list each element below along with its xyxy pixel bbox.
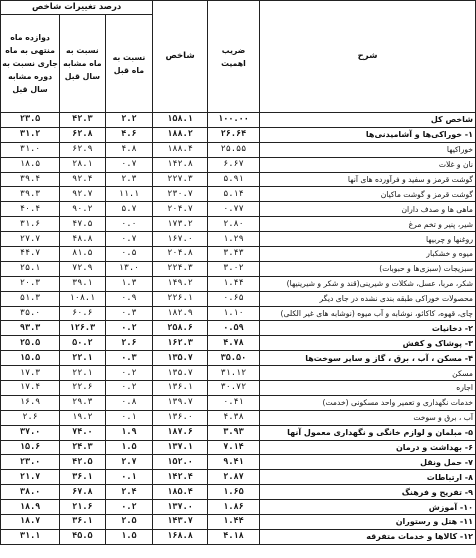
table-row: [1, 321, 476, 336]
row-index: ۱۴۲.۴: [153, 470, 208, 485]
row-yoy-change: ۳۹.۱: [60, 276, 105, 291]
row-yoy-change: ۱۲۶.۳: [60, 321, 105, 336]
row-twelve-month-change: ۳۹.۴: [1, 172, 60, 187]
row-weight: ۳.۴۳: [207, 247, 259, 262]
row-yoy-change: ۲۲.۶: [60, 381, 105, 396]
row-index: ۱۶۲.۳: [153, 336, 208, 351]
row-yoy-change: ۴۸.۸: [60, 232, 105, 247]
row-yoy-change: ۲۹.۳: [60, 395, 105, 410]
row-description: مسکن: [260, 366, 476, 381]
table-row: [1, 395, 476, 410]
table-row: [1, 381, 476, 396]
row-description: ۲- دخانیات: [260, 321, 476, 336]
row-weight: ۰.۶۵: [207, 291, 259, 306]
row-yoy-change: ۱۰۸.۱: [60, 291, 105, 306]
row-index: ۱۳۹.۷: [153, 395, 208, 410]
row-index: ۲۳۰.۷: [153, 187, 208, 202]
row-monthly-change: ۲.۲: [105, 113, 153, 128]
row-description: میوه و خشکبار: [260, 247, 476, 262]
row-weight: ۳.۹۳: [207, 425, 259, 440]
row-index: ۲۰۴.۸: [153, 247, 208, 262]
row-monthly-change: ۰.۱: [105, 410, 153, 425]
table-row: [1, 529, 476, 544]
row-description: ۷- حمل ونقل: [260, 455, 476, 470]
row-yoy-change: ۲۲.۱: [60, 351, 105, 366]
row-twelve-month-change: ۲۵.۱: [1, 261, 60, 276]
row-description: ۳- پوشاک و کفش: [260, 336, 476, 351]
row-yoy-change: ۳۶.۱: [60, 470, 105, 485]
row-weight: ۱.۴۴: [207, 515, 259, 530]
row-description: ۵- مبلمان و لوازم خانگی و نگهداری معمول آنها: [260, 425, 476, 440]
row-monthly-change: ۱.۹: [105, 425, 153, 440]
row-twelve-month-change: ۳۹.۳: [1, 187, 60, 202]
row-twelve-month-change: ۳۸.۰: [1, 485, 60, 500]
row-index: ۲۲۴.۳: [153, 261, 208, 276]
row-description: گوشت قرمز و گوشت ماکیان: [260, 187, 476, 202]
row-twelve-month-change: ۱۸.۹: [1, 500, 60, 515]
row-description: ۱۰- آموزش: [260, 500, 476, 515]
row-monthly-change: ۰.۳: [105, 351, 153, 366]
table-row: [1, 336, 476, 351]
row-monthly-change: ۰.۲: [105, 321, 153, 336]
row-monthly-change: ۱۱.۱: [105, 187, 153, 202]
table-row: [1, 440, 476, 455]
row-description: ۱- خوراکی‌ها و آشامیدنی‌ها: [260, 127, 476, 142]
row-twelve-month-change: ۱۸.۵: [1, 157, 60, 172]
row-twelve-month-change: ۲۷.۷: [1, 232, 60, 247]
row-weight: ۲۶.۶۴: [207, 127, 259, 142]
table-row: [1, 202, 476, 217]
row-yoy-change: ۷۲.۹: [60, 261, 105, 276]
header-description: شرح: [260, 1, 476, 113]
row-description: خوراکیها: [260, 142, 476, 157]
row-twelve-month-change: ۱۸.۷: [1, 515, 60, 530]
table-row: [1, 425, 476, 440]
row-weight: ۹.۴۱: [207, 455, 259, 470]
row-yoy-change: ۱۹.۲: [60, 410, 105, 425]
row-yoy-change: ۷۴.۰: [60, 425, 105, 440]
row-monthly-change: ۱.۳: [105, 276, 153, 291]
row-weight: ۰.۴۱: [207, 395, 259, 410]
table-row: [1, 261, 476, 276]
row-index: ۱۵۲.۰: [153, 455, 208, 470]
row-index: ۱۳۷.۱: [153, 440, 208, 455]
table-row: [1, 142, 476, 157]
row-description: محصولات خوراکی طبقه بندی نشده در جای دیگر: [260, 291, 476, 306]
row-weight: ۳۱.۱۲: [207, 366, 259, 381]
row-monthly-change: ۰.۱: [105, 470, 153, 485]
row-twelve-month-change: ۴۴.۷: [1, 247, 60, 262]
row-description: اجاره: [260, 381, 476, 396]
row-description: ۴- مسکن ، آب ، برق ، گاز و سایر سوخت‌ها: [260, 351, 476, 366]
table-row: [1, 291, 476, 306]
row-weight: ۱.۱۰: [207, 306, 259, 321]
row-index: ۱۴۳.۷: [153, 515, 208, 530]
row-twelve-month-change: ۲۰.۳: [1, 276, 60, 291]
table-row: [1, 410, 476, 425]
header-yoy-month: نسبت به ماه مشابه سال قبل: [60, 15, 105, 113]
table-row: [1, 127, 476, 142]
row-monthly-change: ۱۳.۰: [105, 261, 153, 276]
row-twelve-month-change: ۱۷.۳: [1, 366, 60, 381]
row-description: روغنها و چربیها: [260, 232, 476, 247]
row-description: نان و غلات: [260, 157, 476, 172]
row-twelve-month-change: ۳۱.۱: [1, 529, 60, 544]
row-weight: ۲.۸۰: [207, 217, 259, 232]
row-yoy-change: ۳۶.۱: [60, 515, 105, 530]
row-twelve-month-change: ۹۳.۳: [1, 321, 60, 336]
row-description: ۱۲- کالاها و خدمات متفرقه: [260, 529, 476, 544]
row-index: ۱۶۷.۰: [153, 232, 208, 247]
row-yoy-change: ۵۰.۲: [60, 336, 105, 351]
row-weight: ۱.۴۴: [207, 276, 259, 291]
table-row: [1, 515, 476, 530]
row-weight: ۰.۷۷: [207, 202, 259, 217]
row-weight: ۳۵.۵۰: [207, 351, 259, 366]
row-monthly-change: ۲.۶: [105, 336, 153, 351]
row-yoy-change: ۴۵.۵: [60, 529, 105, 544]
row-yoy-change: ۶۰.۶: [60, 306, 105, 321]
row-monthly-change: ۲.۴: [105, 485, 153, 500]
row-twelve-month-change: ۲۳.۵: [1, 113, 60, 128]
row-twelve-month-change: ۲۳.۰: [1, 455, 60, 470]
row-description: ۹- تفریح و فرهنگ: [260, 485, 476, 500]
row-twelve-month-change: ۳۱.۰: [1, 142, 60, 157]
row-index: ۲۲۶.۱: [153, 291, 208, 306]
table-row: [1, 500, 476, 515]
row-description: چای، قهوه، کاکائو، نوشابه و آب میوه (نوشابه های غیر الکلی): [260, 306, 476, 321]
row-yoy-change: ۶۲.۸: [60, 127, 105, 142]
row-twelve-month-change: ۱۶.۹: [1, 395, 60, 410]
row-index: ۱۵۸.۱: [153, 113, 208, 128]
row-description: آب ، برق و سوخت: [260, 410, 476, 425]
table-row: [1, 470, 476, 485]
row-weight: ۷.۱۴: [207, 440, 259, 455]
row-index: ۱۸۷.۶: [153, 425, 208, 440]
row-description: سبزیجات (سبزی‌ها و حبوبات): [260, 261, 476, 276]
row-index: ۲۰۴.۷: [153, 202, 208, 217]
row-description: ماهی ها و صدف داران: [260, 202, 476, 217]
row-monthly-change: ۰.۷: [105, 232, 153, 247]
row-weight: ۵.۱۴: [207, 187, 259, 202]
table-row: [1, 306, 476, 321]
row-weight: ۴.۷۸: [207, 336, 259, 351]
row-monthly-change: ۱.۵: [105, 529, 153, 544]
row-index: ۱۸۸.۲: [153, 127, 208, 142]
row-twelve-month-change: ۱۷.۴: [1, 381, 60, 396]
row-index: ۲۵۸.۶: [153, 321, 208, 336]
row-weight: ۶.۶۷: [207, 157, 259, 172]
table-row: [1, 232, 476, 247]
row-index: ۱۳۶.۰: [153, 410, 208, 425]
row-monthly-change: ۱.۵: [105, 440, 153, 455]
row-twelve-month-change: ۳۱.۲: [1, 127, 60, 142]
row-yoy-change: ۴۷.۵: [60, 217, 105, 232]
row-twelve-month-change: ۱۵.۶: [1, 440, 60, 455]
table-row: [1, 217, 476, 232]
row-weight: ۵.۹۱: [207, 172, 259, 187]
row-weight: ۲.۸۷: [207, 470, 259, 485]
row-index: ۲۲۷.۳: [153, 172, 208, 187]
row-description: شیر، پنیر و تخم مرغ: [260, 217, 476, 232]
row-index: ۱۸۵.۴: [153, 485, 208, 500]
row-monthly-change: ۵.۷: [105, 202, 153, 217]
row-monthly-change: ۰.۲: [105, 381, 153, 396]
row-monthly-change: ۰.۷: [105, 157, 153, 172]
row-weight: ۱.۲۹: [207, 232, 259, 247]
row-index: ۱۳۵.۷: [153, 351, 208, 366]
row-index: ۱۷۳.۲: [153, 217, 208, 232]
header-twelve-month: دوازده ماه منتهی به ماه جاری نسبت به دوره مشابه سال قبل: [1, 15, 60, 113]
row-twelve-month-change: ۳۱.۶: [1, 217, 60, 232]
row-weight: ۲۵.۵۵: [207, 142, 259, 157]
row-monthly-change: ۰.۵: [105, 247, 153, 262]
table-row: [1, 187, 476, 202]
table-row: [1, 157, 476, 172]
row-monthly-change: ۰.۲: [105, 366, 153, 381]
row-twelve-month-change: ۴۰.۴: [1, 202, 60, 217]
row-index: ۱۸۸.۴: [153, 142, 208, 157]
row-weight: ۱.۶۵: [207, 485, 259, 500]
row-twelve-month-change: ۳۵.۰: [1, 306, 60, 321]
row-yoy-change: ۴۲.۳: [60, 113, 105, 128]
row-yoy-change: ۲۱.۶: [60, 500, 105, 515]
row-yoy-change: ۲۲.۱: [60, 366, 105, 381]
table-row: [1, 113, 476, 128]
header-monthly: نسبت به ماه قبل: [105, 15, 153, 113]
row-monthly-change: ۲.۷: [105, 455, 153, 470]
row-description: شاخص کل: [260, 113, 476, 128]
row-index: ۱۴۹.۲: [153, 276, 208, 291]
row-weight: ۴.۳۸: [207, 410, 259, 425]
row-twelve-month-change: ۱۵.۵: [1, 351, 60, 366]
row-index: ۱۶۸.۸: [153, 529, 208, 544]
row-yoy-change: ۸۱.۵: [60, 247, 105, 262]
table-row: [1, 247, 476, 262]
table-row: [1, 276, 476, 291]
row-monthly-change: ۰.۸: [105, 395, 153, 410]
header-weight: ضریب اهمیت: [207, 1, 259, 113]
row-yoy-change: ۹۰.۲: [60, 202, 105, 217]
row-yoy-change: ۶۲.۹: [60, 142, 105, 157]
row-twelve-month-change: ۳۷.۰: [1, 425, 60, 440]
row-monthly-change: ۰.۳: [105, 306, 153, 321]
row-index: ۱۳۷.۰: [153, 500, 208, 515]
row-weight: ۱.۸۶: [207, 500, 259, 515]
row-description: ۱۱- هتل و رستوران: [260, 515, 476, 530]
table-row: [1, 455, 476, 470]
row-twelve-month-change: ۲۵.۵: [1, 336, 60, 351]
row-description: خدمات نگهداری و تعمیر واحد مسکونی (خدمت): [260, 395, 476, 410]
row-yoy-change: ۹۲.۷: [60, 187, 105, 202]
row-yoy-change: ۹۲.۴: [60, 172, 105, 187]
row-weight: ۳.۰۲: [207, 261, 259, 276]
row-twelve-month-change: ۲.۶: [1, 410, 60, 425]
table-row: [1, 485, 476, 500]
row-index: ۱۸۲.۹: [153, 306, 208, 321]
row-weight: ۱۰۰.۰۰: [207, 113, 259, 128]
row-yoy-change: ۲۸.۱: [60, 157, 105, 172]
table-row: [1, 172, 476, 187]
row-monthly-change: ۲.۳: [105, 172, 153, 187]
row-description: شکر، مربا، عسل، شکلات و شیرینی(قند و شکر و شیرینیها): [260, 276, 476, 291]
row-weight: ۳۰.۷۲: [207, 381, 259, 396]
row-monthly-change: ۲.۵: [105, 515, 153, 530]
row-description: گوشت قرمز و سفید و فرآورده های آنها: [260, 172, 476, 187]
row-twelve-month-change: ۵۱.۳: [1, 291, 60, 306]
row-monthly-change: ۰.۰: [105, 217, 153, 232]
table-row: [1, 351, 476, 366]
row-monthly-change: ۴.۶: [105, 127, 153, 142]
row-yoy-change: ۴۲.۵: [60, 455, 105, 470]
row-weight: ۰.۵۹: [207, 321, 259, 336]
row-yoy-change: ۶۷.۸: [60, 485, 105, 500]
row-monthly-change: ۴.۸: [105, 142, 153, 157]
row-description: ۸- ارتباطات: [260, 470, 476, 485]
row-index: ۱۳۵.۷: [153, 366, 208, 381]
header-index: شاخص: [153, 1, 208, 113]
row-index: ۱۴۲.۸: [153, 157, 208, 172]
row-weight: ۴.۱۸: [207, 529, 259, 544]
table-row: [1, 366, 476, 381]
header-change-group: درصد تغییرات شاخص: [1, 1, 153, 15]
row-twelve-month-change: ۲۱.۷: [1, 470, 60, 485]
row-yoy-change: ۲۴.۳: [60, 440, 105, 455]
row-description: ۶- بهداشت و درمان: [260, 440, 476, 455]
row-index: ۱۳۶.۱: [153, 381, 208, 396]
row-monthly-change: ۰.۲: [105, 500, 153, 515]
row-monthly-change: ۰.۹: [105, 291, 153, 306]
